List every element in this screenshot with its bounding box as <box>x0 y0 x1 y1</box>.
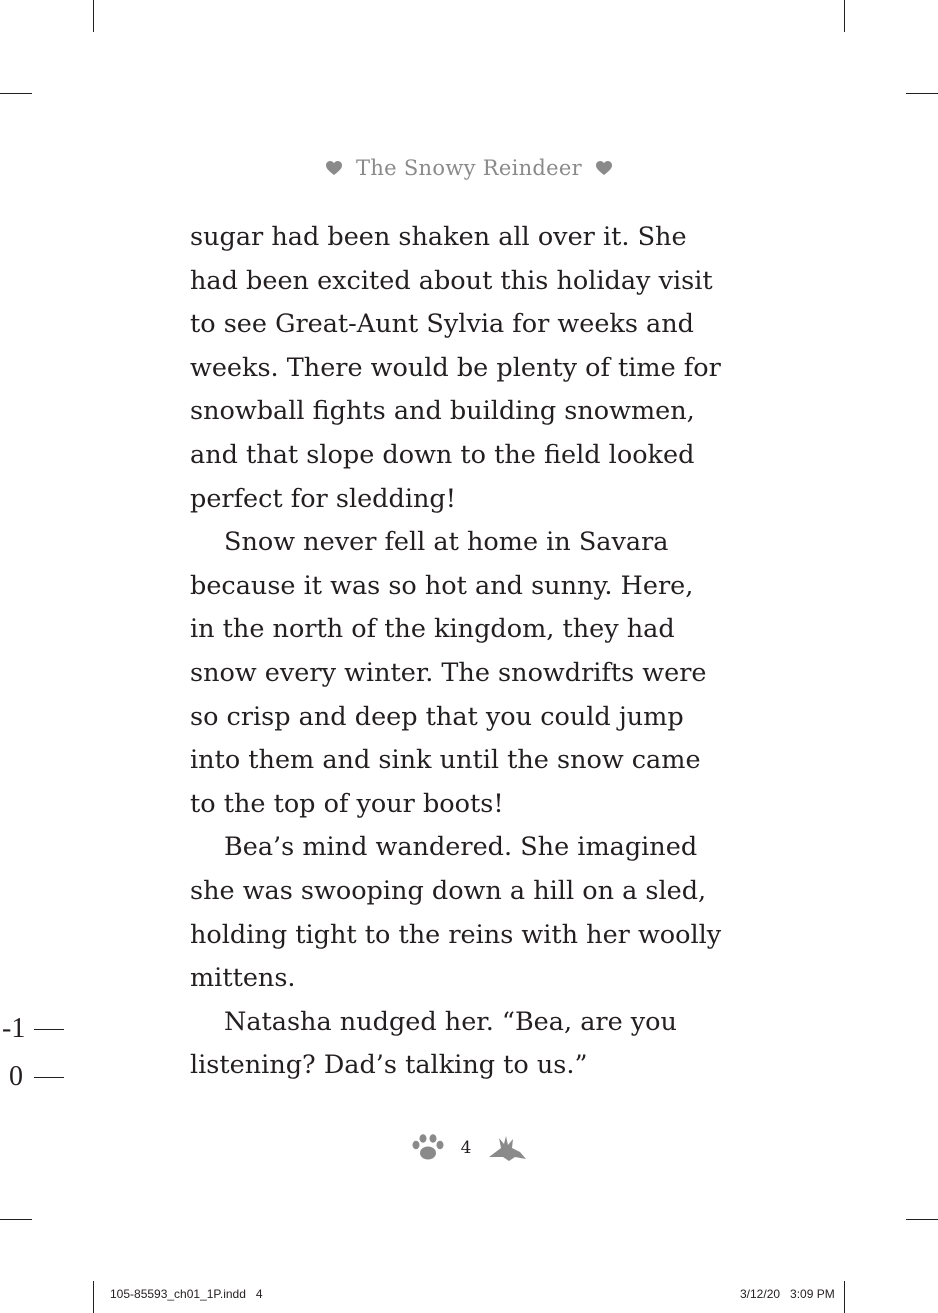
text-line: she was swooping down a hill on a sled, <box>190 875 707 906</box>
page-number: 4 <box>460 1138 472 1158</box>
margin-marker-upper-rule <box>34 1029 64 1030</box>
text-line: to the top of your boots! <box>190 788 504 819</box>
heart-icon <box>596 161 612 176</box>
text-line: and that slope down to the field looked <box>190 439 695 470</box>
text-line: weeks. There would be plenty of time for <box>190 352 721 383</box>
paw-print-icon <box>411 1133 445 1163</box>
running-head-title: The Snowy Reindeer <box>356 156 582 180</box>
paragraph <box>190 216 770 521</box>
margin-marker-upper: -1 <box>2 1013 26 1044</box>
slug-timestamp: 3/12/20 3:09 PM <box>740 1287 835 1301</box>
slug-file-info: 105-85593_ch01_1P.indd 4 <box>110 1287 263 1301</box>
text-line: mittens. <box>190 963 296 994</box>
crop-mark-top-right <box>844 0 845 32</box>
text-line: Snow never fell at home in Savara <box>224 527 669 558</box>
text-line: holding tight to the reins with her woolly <box>190 919 722 950</box>
crop-mark-left-top <box>0 93 32 94</box>
text-line: because it was so hot and sunny. Here, <box>190 570 694 601</box>
crop-mark-bottom-left <box>93 1281 94 1313</box>
text-line: perfect for sledding! <box>190 483 456 514</box>
text-line: in the north of the kingdom, they had <box>190 614 675 645</box>
crop-mark-right-top <box>906 93 938 94</box>
paragraph <box>190 1001 770 1088</box>
margin-marker-lower-rule <box>34 1077 64 1078</box>
text-line: snow every winter. The snowdrifts were <box>190 657 707 688</box>
text-line: Natasha nudged her. “Bea, are you <box>224 1006 677 1037</box>
heart-icon <box>326 161 342 176</box>
body-text <box>190 216 770 1088</box>
crop-mark-left-bottom <box>0 1219 32 1220</box>
running-head <box>0 150 938 186</box>
text-line: so crisp and deep that you could jump <box>190 701 684 732</box>
paragraph <box>190 521 770 826</box>
crop-mark-bottom-right <box>844 1281 845 1313</box>
text-line: listening? Dad’s talking to us.” <box>190 1050 588 1081</box>
folio <box>0 1128 938 1168</box>
text-line: sugar had been shaken all over it. She <box>190 222 687 252</box>
crop-mark-right-bottom <box>906 1219 938 1220</box>
crop-mark-top-left <box>93 0 94 32</box>
reindeer-icon <box>487 1133 527 1163</box>
text-line: Bea’s mind wandered. She imagined <box>224 832 698 863</box>
text-line: into them and sink until the snow came <box>190 745 701 776</box>
text-line: to see Great-Aunt Sylvia for weeks and <box>190 309 694 340</box>
margin-marker-lower: 0 <box>9 1061 23 1092</box>
text-line: snowball fights and building snowmen, <box>190 396 695 427</box>
paragraph <box>190 826 770 1000</box>
text-line: had been excited about this holiday visit <box>190 265 713 296</box>
